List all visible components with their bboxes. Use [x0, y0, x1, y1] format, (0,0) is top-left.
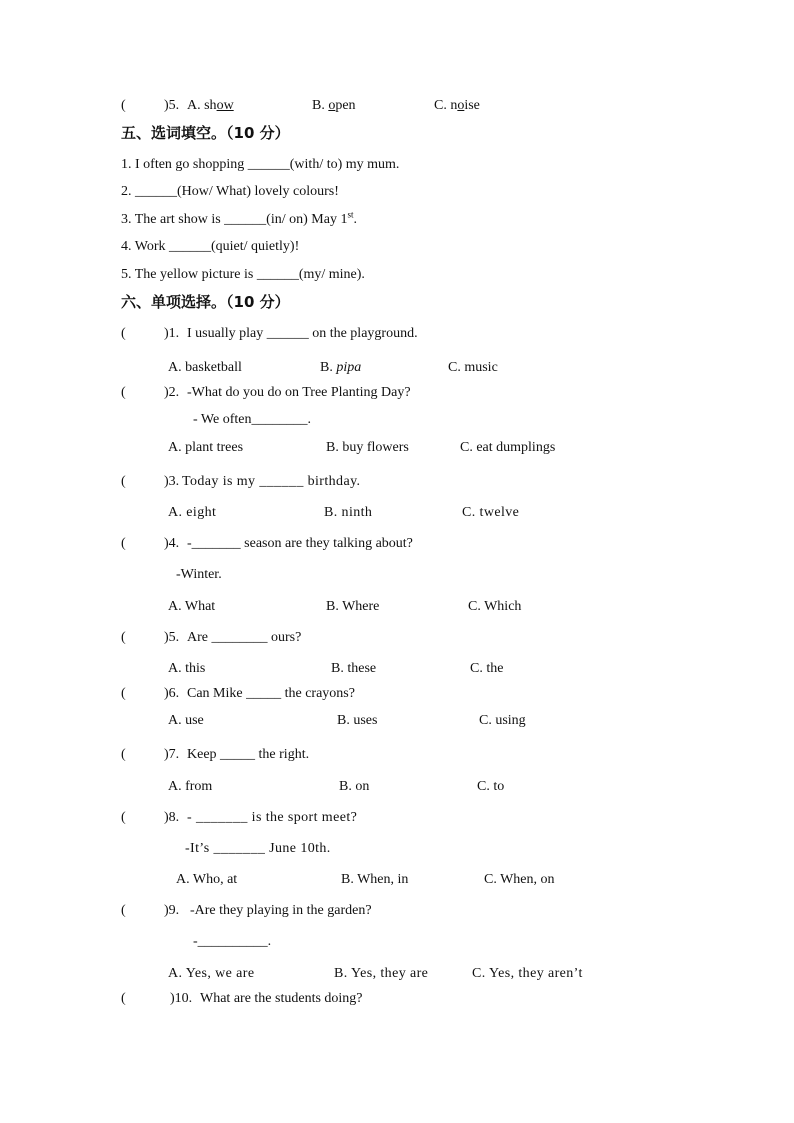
q-paren-open: ( — [121, 98, 126, 113]
q-stem: -_______ season are they talking about? — [187, 536, 413, 551]
q-number: )7. — [164, 747, 180, 762]
q-paren-open: ( — [121, 385, 126, 400]
section-5-heading: 五、选词填空。（10 分） — [121, 124, 290, 142]
option-b: B. When, in — [341, 872, 409, 887]
option-a: A. show — [187, 98, 234, 113]
option-b: B. buy flowers — [326, 440, 409, 455]
q-number: )8. — [164, 810, 180, 825]
option-c: C. Yes, they aren’t — [472, 966, 583, 981]
option-c: C. eat dumplings — [460, 440, 556, 455]
option-b: B. uses — [337, 713, 378, 728]
section-6-heading: 六、单项选择。（10 分） — [121, 293, 290, 311]
option-b: B. Yes, they are — [334, 966, 429, 981]
fill-item-2: 2. ______(How/ What) lovely colours! — [121, 184, 339, 199]
q-paren-open: ( — [121, 686, 126, 701]
fill-item-1: 1. I often go shopping ______(with/ to) my mum. — [121, 157, 400, 172]
q-number: )5. — [164, 630, 180, 645]
option-a: A. plant trees — [168, 440, 244, 455]
fill-item-3: 3. The art show is ______(in/ on) May 1st. — [121, 209, 357, 227]
option-b: B. on — [339, 779, 370, 794]
q-paren-open: ( — [121, 474, 126, 489]
q-paren-open: ( — [121, 747, 126, 762]
option-b: B. pipa — [320, 360, 362, 375]
option-a: A. use — [168, 713, 204, 728]
q-paren-open: ( — [121, 991, 126, 1006]
q-stem: I usually play ______ on the playground. — [187, 326, 418, 341]
q-paren-open: ( — [121, 326, 126, 341]
fill-item-5: 5. The yellow picture is ______(my/ mine). — [121, 267, 365, 282]
q-number: )4. — [164, 536, 180, 551]
q-stem: Can Mike _____ the crayons? — [187, 686, 355, 701]
q-stem: Today is my ______ birthday. — [182, 474, 361, 489]
option-a: A. eight — [168, 505, 217, 520]
q-stem-line2: -__________. — [193, 934, 272, 949]
fill-item-4: 4. Work ______(quiet/ quietly)! — [121, 239, 300, 254]
option-c: C. twelve — [462, 505, 520, 520]
option-a: A. basketball — [168, 360, 242, 375]
option-c: C. noise — [434, 98, 480, 113]
q-stem: -Are they playing in the garden? — [190, 903, 372, 918]
option-b: B. ninth — [324, 505, 373, 520]
q-paren-open: ( — [121, 810, 126, 825]
q-stem-line2: -It’s _______ June 10th. — [185, 841, 331, 856]
option-b: B. these — [331, 661, 377, 676]
option-a: A. What — [168, 599, 216, 614]
option-c: C. using — [479, 713, 526, 728]
option-c: C. music — [448, 360, 498, 375]
q-stem: What are the students doing? — [200, 991, 363, 1006]
q-paren-open: ( — [121, 536, 126, 551]
option-c: C. to — [477, 779, 505, 794]
q-stem: Keep _____ the right. — [187, 747, 310, 762]
option-a: A. this — [168, 661, 206, 676]
option-b: B. Where — [326, 599, 380, 614]
q-stem: Are ________ ours? — [187, 630, 302, 645]
q-number: )5. — [164, 98, 180, 113]
q-number: )10. — [170, 991, 193, 1006]
option-a: A. from — [168, 779, 213, 794]
q-number: )6. — [164, 686, 180, 701]
q-number: )3. — [164, 474, 180, 489]
option-b: B. open — [312, 98, 356, 113]
option-c: C. Which — [468, 599, 522, 614]
q-number: )1. — [164, 326, 180, 341]
q-stem: -What do you do on Tree Planting Day? — [187, 385, 411, 400]
q-stem: - _______ is the sport meet? — [187, 810, 358, 825]
q-stem-line2: -Winter. — [176, 567, 222, 582]
q-stem-line2: - We often________. — [193, 412, 311, 427]
q-number: )2. — [164, 385, 180, 400]
option-a: A. Who, at — [176, 872, 238, 887]
option-c: C. When, on — [484, 872, 555, 887]
option-a: A. Yes, we are — [168, 966, 255, 981]
q-paren-open: ( — [121, 630, 126, 645]
q-number: )9. — [164, 903, 180, 918]
q-paren-open: ( — [121, 903, 126, 918]
option-c: C. the — [470, 661, 504, 676]
